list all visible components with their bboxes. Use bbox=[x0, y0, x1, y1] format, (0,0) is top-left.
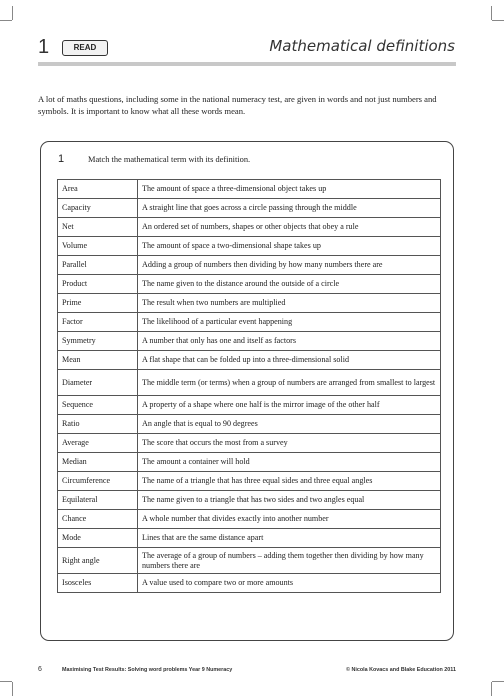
table-row bbox=[58, 472, 441, 491]
term-cell: Mode bbox=[58, 529, 138, 548]
table-row bbox=[58, 275, 441, 294]
term-cell: Equilateral bbox=[58, 491, 138, 510]
crop-mark bbox=[492, 20, 504, 21]
term-cell: Factor bbox=[58, 313, 138, 332]
table-row bbox=[58, 491, 441, 510]
term-cell: Product bbox=[58, 275, 138, 294]
table-row bbox=[58, 199, 441, 218]
term-cell: Volume bbox=[58, 237, 138, 256]
intro-paragraph: A lot of maths questions, including some in the national numeracy test, are given in words and not just numbers and symbols. It is important to know what all these words mean. bbox=[38, 94, 437, 116]
table-row bbox=[58, 332, 441, 351]
definition-cell: Lines that are the same distance apart bbox=[138, 529, 441, 548]
question-text: Match the mathematical term with its definition. bbox=[88, 155, 251, 164]
question-panel bbox=[40, 141, 454, 641]
crop-mark bbox=[12, 6, 13, 20]
table-row bbox=[58, 453, 441, 472]
term-cell: Net bbox=[58, 218, 138, 237]
table-row bbox=[58, 351, 441, 370]
definition-cell: A flat shape that can be folded up into a three-dimensional solid bbox=[138, 351, 441, 370]
term-cell: Area bbox=[58, 180, 138, 199]
definition-cell: Adding a group of numbers then dividing by how many numbers there are bbox=[138, 256, 441, 275]
definition-cell: The amount of space a two-dimensional shape takes up bbox=[138, 237, 441, 256]
definition-cell: The average of a group of numbers – adding them together then dividing by how many numbers there are bbox=[138, 548, 441, 574]
table-row bbox=[58, 256, 441, 275]
definition-cell: The name of a triangle that has three equal sides and three equal angles bbox=[138, 472, 441, 491]
term-cell: Average bbox=[58, 434, 138, 453]
page-header bbox=[38, 36, 455, 62]
definition-cell: A value used to compare two or more amounts bbox=[138, 574, 441, 593]
term-cell: Diameter bbox=[58, 370, 138, 396]
definition-cell: The result when two numbers are multiplied bbox=[138, 294, 441, 313]
page-title: Mathematical definitions bbox=[269, 37, 455, 55]
definition-cell: The likelihood of a particular event happening bbox=[138, 313, 441, 332]
table-row bbox=[58, 415, 441, 434]
crop-mark bbox=[0, 20, 12, 21]
term-cell: Isosceles bbox=[58, 574, 138, 593]
table-row bbox=[58, 548, 441, 574]
term-cell: Symmetry bbox=[58, 332, 138, 351]
definitions-table bbox=[57, 179, 441, 593]
crop-mark bbox=[492, 681, 504, 682]
question-number: 1 bbox=[58, 153, 65, 165]
header-rule bbox=[38, 62, 456, 66]
table-row bbox=[58, 218, 441, 237]
table-row bbox=[58, 396, 441, 415]
definition-cell: An ordered set of numbers, shapes or other objects that obey a rule bbox=[138, 218, 441, 237]
definition-cell: A number that only has one and itself as factors bbox=[138, 332, 441, 351]
term-cell: Mean bbox=[58, 351, 138, 370]
copyright: © Nicola Kovacs and Blake Education 2011 bbox=[345, 667, 456, 673]
table-row bbox=[58, 574, 441, 593]
read-badge: READ bbox=[62, 40, 108, 56]
term-cell: Chance bbox=[58, 510, 138, 529]
term-cell: Circumference bbox=[58, 472, 138, 491]
definition-cell: The score that occurs the most from a survey bbox=[138, 434, 441, 453]
page-number: 6 bbox=[38, 666, 42, 673]
definition-cell: A property of a shape where one half is the mirror image of the other half bbox=[138, 396, 441, 415]
term-cell: Sequence bbox=[58, 396, 138, 415]
definition-cell: The middle term (or terms) when a group of numbers are arranged from smallest to largest bbox=[138, 370, 441, 396]
term-cell: Capacity bbox=[58, 199, 138, 218]
table-row bbox=[58, 529, 441, 548]
term-cell: Ratio bbox=[58, 415, 138, 434]
definition-cell: An angle that is equal to 90 degrees bbox=[138, 415, 441, 434]
definition-cell: The amount of space a three-dimensional object takes up bbox=[138, 180, 441, 199]
book-title: Maximising Test Results: Solving word problems Year 9 Numeracy bbox=[62, 667, 233, 673]
table-row bbox=[58, 370, 441, 396]
crop-mark bbox=[491, 682, 492, 696]
definition-cell: A straight line that goes across a circle passing through the middle bbox=[138, 199, 441, 218]
term-cell: Parallel bbox=[58, 256, 138, 275]
table-row bbox=[58, 434, 441, 453]
term-cell: Right angle bbox=[58, 548, 138, 574]
definition-cell: The name given to the distance around the outside of a circle bbox=[138, 275, 441, 294]
unit-number: 1 bbox=[38, 36, 50, 58]
definition-cell: The amount a container will hold bbox=[138, 453, 441, 472]
crop-mark bbox=[12, 682, 13, 696]
table-row bbox=[58, 180, 441, 199]
table-row bbox=[58, 510, 441, 529]
table-row bbox=[58, 237, 441, 256]
table-row bbox=[58, 294, 441, 313]
crop-mark bbox=[491, 6, 492, 20]
definition-cell: A whole number that divides exactly into another number bbox=[138, 510, 441, 529]
table-row bbox=[58, 313, 441, 332]
definition-cell: The name given to a triangle that has two sides and two angles equal bbox=[138, 491, 441, 510]
term-cell: Median bbox=[58, 453, 138, 472]
term-cell: Prime bbox=[58, 294, 138, 313]
crop-mark bbox=[0, 681, 12, 682]
